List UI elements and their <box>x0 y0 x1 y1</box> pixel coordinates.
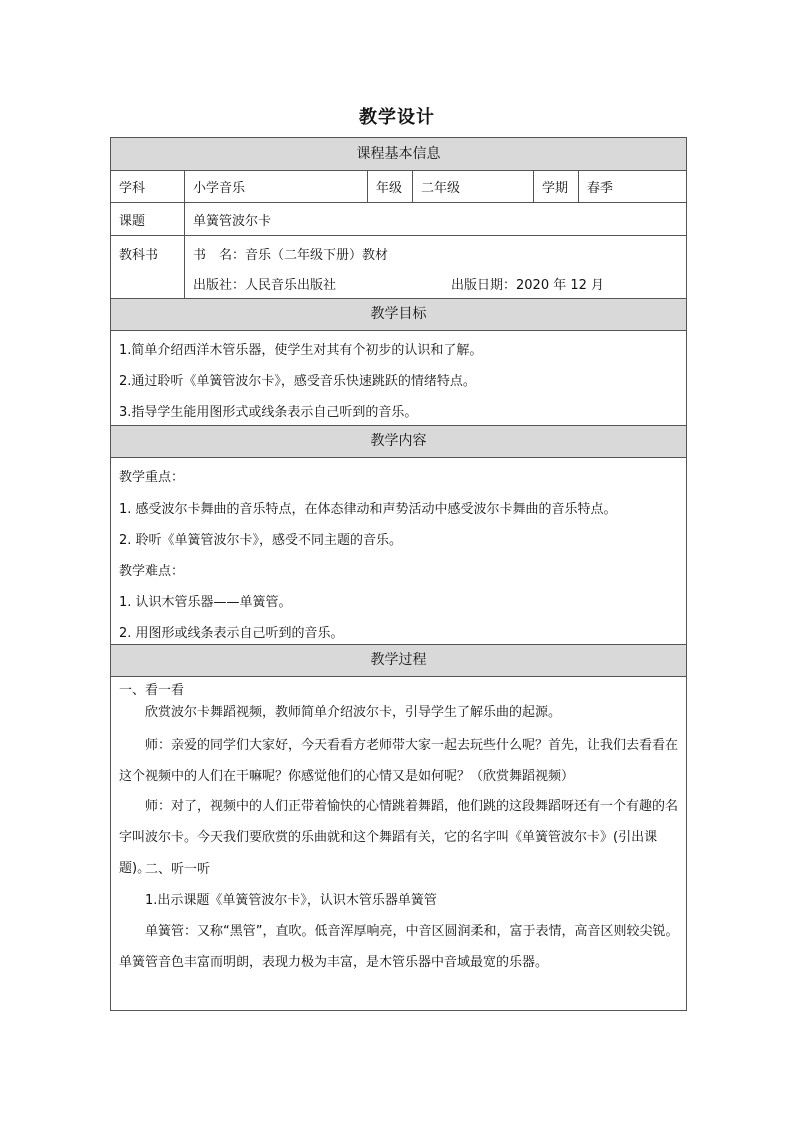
key-points-label: 教学重点： <box>119 470 185 485</box>
process-subheading: 1.出示课题《单簧管波尔卡》，认识木管乐器单簧管 <box>145 893 437 908</box>
textbook-label: 教科书 <box>111 236 185 298</box>
process-paragraph: 欣赏波尔卡舞蹈视频，教师简单介绍波尔卡，引导学生了解乐曲的起源。 <box>145 705 562 720</box>
book-name: 书 名：音乐（二年级下册）教材 <box>193 248 389 263</box>
subject-label: 学科 <box>111 171 185 202</box>
textbook-row <box>111 236 686 299</box>
publish-date: 出版日期：2020 年 12 月 <box>451 278 605 293</box>
process-paragraph: 单簧管：又称“黑管”，直吹。低音浑厚响亮，中音区圆润柔和，富于表情，高音区则较尖锐。单簧管音色丰富而明朗，表现力极为丰富，是木管乐器中音域最宽的乐器。 <box>119 924 679 970</box>
content-header-label: 教学内容 <box>370 433 427 449</box>
lesson-plan-table <box>110 137 687 1011</box>
document-title: 教学设计 <box>359 107 435 128</box>
content-header <box>111 426 686 458</box>
grade-value: 二年级 <box>413 171 534 202</box>
difficulty-item: 1. 认识木管乐器——单簧管。 <box>119 595 292 610</box>
key-point-item: 1. 感受波尔卡舞曲的音乐特点，在体态律动和声势活动中感受波尔卡舞曲的音乐特点。 <box>119 502 617 517</box>
grade-label: 年级 <box>368 171 413 202</box>
section-look: 一、看一看 <box>119 683 185 698</box>
difficulty-label: 教学难点： <box>119 564 185 579</box>
objective-item: 2.通过聆听《单簧管波尔卡》，感受音乐快速跳跃的情绪特点。 <box>119 374 476 389</box>
objective-item: 1.简单介绍西洋木管乐器，使学生对其有个初步的认识和了解。 <box>119 343 483 358</box>
basic-info-header-label: 课程基本信息 <box>356 146 441 162</box>
subject-value: 小学音乐 <box>185 171 368 202</box>
objective-item: 3.指导学生能用图形式或线条表示自己听到的音乐。 <box>119 405 418 420</box>
objectives-header-label: 教学目标 <box>370 306 427 322</box>
objectives-header <box>111 299 686 331</box>
topic-value: 单簧管波尔卡 <box>193 213 272 229</box>
topic-label: 课题 <box>111 203 185 235</box>
objectives-body <box>111 331 686 426</box>
section-listen: 二、听一听 <box>145 862 211 877</box>
basic-info-header <box>111 138 686 171</box>
difficulty-item: 2. 用图形或线条表示自己听到的音乐。 <box>119 626 344 641</box>
process-paragraph: 师：亲爱的同学们大家好，今天看看方老师带大家一起去玩些什么呢？首先，让我们去看看在这个视频中的人们在干嘛呢？你感觉他们的心情又是如何呢？（欣赏舞蹈视频） <box>119 738 679 784</box>
process-paragraph: 师：对了，视频中的人们正带着愉快的心情跳着舞蹈，他们跳的这段舞蹈呀还有一个有趣的名字叫波尔卡。今天我们要欣赏的乐曲就和这个舞蹈有关，它的名字叫《单簧管波尔卡》(引出课题)。 <box>119 799 679 876</box>
content-body <box>111 458 686 645</box>
subject-row <box>111 171 686 203</box>
process-header-label: 教学过程 <box>370 652 427 668</box>
publisher: 出版社：人民音乐出版社 <box>193 278 337 293</box>
term-label: 学期 <box>534 171 579 202</box>
topic-row <box>111 203 686 236</box>
process-body <box>111 677 686 1010</box>
term-value: 春季 <box>587 181 614 196</box>
key-point-item: 2. 聆听《单簧管波尔卡》，感受不同主题的音乐。 <box>119 533 403 548</box>
process-header <box>111 645 686 677</box>
